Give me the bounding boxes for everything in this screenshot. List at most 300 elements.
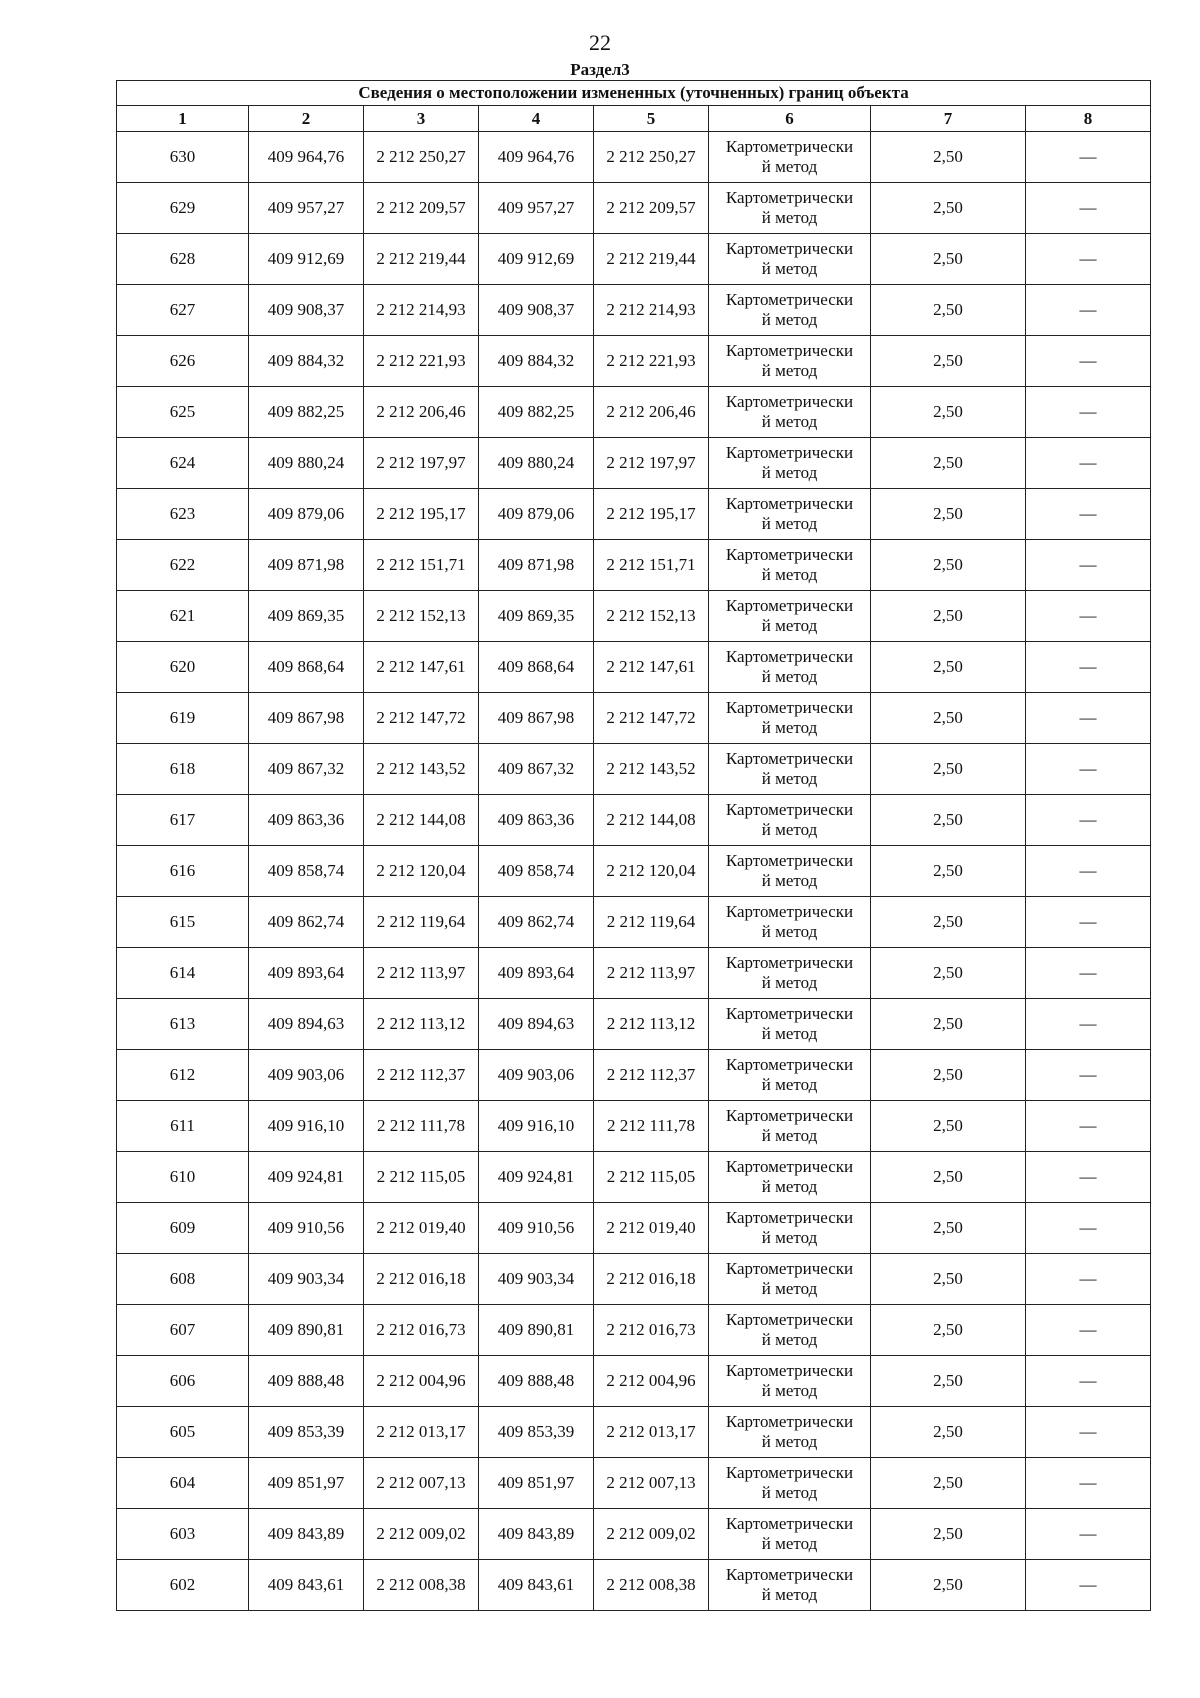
y-old-cell: 2 212 151,71 — [364, 540, 479, 591]
method-text-line1: Картометрически — [725, 1055, 854, 1074]
x-old-cell: 409 890,81 — [249, 1305, 364, 1356]
y-old-cell: 2 212 144,08 — [364, 795, 479, 846]
y-old-cell: 2 212 008,38 — [364, 1560, 479, 1611]
y-new-cell: 2 212 016,18 — [594, 1254, 709, 1305]
table-row — [117, 1254, 1151, 1305]
accuracy-cell: 2,50 — [871, 438, 1026, 489]
table-row — [117, 387, 1151, 438]
method-text-line1: Картометрически — [725, 953, 854, 972]
method-text-line2: й метод — [761, 1024, 818, 1043]
x-new-cell: 409 916,10 — [479, 1101, 594, 1152]
method-cell — [709, 1101, 871, 1152]
accuracy-cell: 2,50 — [871, 1458, 1026, 1509]
method-text-line2: й метод — [761, 616, 818, 635]
method-text-line2: й метод — [761, 1381, 818, 1400]
empty-mark-cell: — — [1026, 285, 1151, 336]
table-row — [117, 234, 1151, 285]
x-new-cell: 409 858,74 — [479, 846, 594, 897]
accuracy-cell: 2,50 — [871, 1203, 1026, 1254]
accuracy-cell: 2,50 — [871, 336, 1026, 387]
method-cell — [709, 1152, 871, 1203]
empty-mark-cell: — — [1026, 1101, 1151, 1152]
method-cell — [709, 1203, 871, 1254]
y-new-cell: 2 212 019,40 — [594, 1203, 709, 1254]
y-old-cell: 2 212 209,57 — [364, 183, 479, 234]
empty-mark-cell: — — [1026, 183, 1151, 234]
method-text-line1: Картометрически — [725, 137, 854, 156]
method-text-line2: й метод — [761, 1279, 818, 1298]
x-new-cell: 409 869,35 — [479, 591, 594, 642]
x-new-cell: 409 924,81 — [479, 1152, 594, 1203]
method-text-line1: Картометрически — [725, 749, 854, 768]
point-number-cell: 608 — [117, 1254, 249, 1305]
method-text-line1: Картометрически — [725, 545, 854, 564]
empty-mark-cell: — — [1026, 1356, 1151, 1407]
y-new-cell: 2 212 111,78 — [594, 1101, 709, 1152]
method-cell — [709, 897, 871, 948]
method-cell — [709, 1356, 871, 1407]
y-new-cell: 2 212 206,46 — [594, 387, 709, 438]
y-new-cell: 2 212 147,61 — [594, 642, 709, 693]
table-row — [117, 1305, 1151, 1356]
table-row — [117, 1509, 1151, 1560]
point-number-cell: 628 — [117, 234, 249, 285]
empty-mark-cell: — — [1026, 948, 1151, 999]
point-number-cell: 618 — [117, 744, 249, 795]
column-header: 7 — [871, 106, 1026, 132]
x-old-cell: 409 853,39 — [249, 1407, 364, 1458]
x-new-cell: 409 867,32 — [479, 744, 594, 795]
x-old-cell: 409 903,06 — [249, 1050, 364, 1101]
method-text-line2: й метод — [761, 1177, 818, 1196]
method-text-line2: й метод — [761, 1534, 818, 1553]
method-text-line2: й метод — [761, 1330, 818, 1349]
method-text-line2: й метод — [761, 973, 818, 992]
x-new-cell: 409 843,89 — [479, 1509, 594, 1560]
empty-mark-cell: — — [1026, 999, 1151, 1050]
method-cell — [709, 183, 871, 234]
method-text-line2: й метод — [761, 1432, 818, 1451]
empty-mark-cell: — — [1026, 1152, 1151, 1203]
method-cell — [709, 795, 871, 846]
point-number-cell: 621 — [117, 591, 249, 642]
method-text-line1: Картометрически — [725, 1106, 854, 1125]
x-old-cell: 409 843,89 — [249, 1509, 364, 1560]
method-text-line2: й метод — [761, 1126, 818, 1145]
method-cell — [709, 1407, 871, 1458]
y-old-cell: 2 212 197,97 — [364, 438, 479, 489]
point-number-cell: 611 — [117, 1101, 249, 1152]
point-number-cell: 623 — [117, 489, 249, 540]
method-text-line1: Картометрически — [725, 1259, 854, 1278]
empty-mark-cell: — — [1026, 1203, 1151, 1254]
accuracy-cell: 2,50 — [871, 999, 1026, 1050]
y-new-cell: 2 212 152,13 — [594, 591, 709, 642]
method-cell — [709, 1254, 871, 1305]
x-old-cell: 409 957,27 — [249, 183, 364, 234]
accuracy-cell: 2,50 — [871, 1407, 1026, 1458]
x-old-cell: 409 924,81 — [249, 1152, 364, 1203]
empty-mark-cell: — — [1026, 1050, 1151, 1101]
x-new-cell: 409 862,74 — [479, 897, 594, 948]
empty-mark-cell: — — [1026, 693, 1151, 744]
x-old-cell: 409 893,64 — [249, 948, 364, 999]
empty-mark-cell: — — [1026, 438, 1151, 489]
table-row — [117, 1203, 1151, 1254]
accuracy-cell: 2,50 — [871, 795, 1026, 846]
method-text-line1: Картометрически — [725, 596, 854, 615]
x-new-cell: 409 853,39 — [479, 1407, 594, 1458]
y-old-cell: 2 212 119,64 — [364, 897, 479, 948]
empty-mark-cell: — — [1026, 132, 1151, 183]
table-row — [117, 948, 1151, 999]
method-cell — [709, 387, 871, 438]
y-new-cell: 2 212 144,08 — [594, 795, 709, 846]
x-old-cell: 409 884,32 — [249, 336, 364, 387]
method-cell — [709, 336, 871, 387]
empty-mark-cell: — — [1026, 1254, 1151, 1305]
accuracy-cell: 2,50 — [871, 897, 1026, 948]
y-old-cell: 2 212 111,78 — [364, 1101, 479, 1152]
y-old-cell: 2 212 013,17 — [364, 1407, 479, 1458]
point-number-cell: 630 — [117, 132, 249, 183]
table-row — [117, 132, 1151, 183]
method-text-line2: й метод — [761, 1228, 818, 1247]
y-new-cell: 2 212 008,38 — [594, 1560, 709, 1611]
method-cell — [709, 693, 871, 744]
empty-mark-cell: — — [1026, 540, 1151, 591]
accuracy-cell: 2,50 — [871, 132, 1026, 183]
x-old-cell: 409 868,64 — [249, 642, 364, 693]
table-row — [117, 846, 1151, 897]
table-row — [117, 897, 1151, 948]
table-row — [117, 336, 1151, 387]
table-row — [117, 642, 1151, 693]
x-new-cell: 409 882,25 — [479, 387, 594, 438]
method-text-line1: Картометрически — [725, 341, 854, 360]
y-new-cell: 2 212 147,72 — [594, 693, 709, 744]
table-row — [117, 1050, 1151, 1101]
method-cell — [709, 642, 871, 693]
method-cell — [709, 285, 871, 336]
y-old-cell: 2 212 147,72 — [364, 693, 479, 744]
y-old-cell: 2 212 250,27 — [364, 132, 479, 183]
table-row — [117, 1356, 1151, 1407]
method-text-line1: Картометрически — [725, 290, 854, 309]
method-text-line2: й метод — [761, 208, 818, 227]
y-old-cell: 2 212 009,02 — [364, 1509, 479, 1560]
method-text-line2: й метод — [761, 514, 818, 533]
method-cell — [709, 591, 871, 642]
method-text-line2: й метод — [761, 259, 818, 278]
x-new-cell: 409 964,76 — [479, 132, 594, 183]
x-old-cell: 409 888,48 — [249, 1356, 364, 1407]
method-cell — [709, 999, 871, 1050]
x-old-cell: 409 867,98 — [249, 693, 364, 744]
y-old-cell: 2 212 115,05 — [364, 1152, 479, 1203]
point-number-cell: 614 — [117, 948, 249, 999]
y-new-cell: 2 212 214,93 — [594, 285, 709, 336]
y-old-cell: 2 212 206,46 — [364, 387, 479, 438]
method-text-line2: й метод — [761, 412, 818, 431]
x-old-cell: 409 964,76 — [249, 132, 364, 183]
table-row — [117, 999, 1151, 1050]
x-new-cell: 409 908,37 — [479, 285, 594, 336]
method-text-line1: Картометрически — [725, 1208, 854, 1227]
point-number-cell: 605 — [117, 1407, 249, 1458]
method-text-line2: й метод — [761, 1075, 818, 1094]
point-number-cell: 609 — [117, 1203, 249, 1254]
x-new-cell: 409 893,64 — [479, 948, 594, 999]
point-number-cell: 606 — [117, 1356, 249, 1407]
table-row — [117, 1407, 1151, 1458]
point-number-cell: 619 — [117, 693, 249, 744]
method-text-line1: Картометрически — [725, 443, 854, 462]
y-new-cell: 2 212 119,64 — [594, 897, 709, 948]
method-text-line2: й метод — [761, 922, 818, 941]
table-row — [117, 489, 1151, 540]
x-new-cell: 409 903,34 — [479, 1254, 594, 1305]
method-text-line1: Картометрически — [725, 188, 854, 207]
accuracy-cell: 2,50 — [871, 1050, 1026, 1101]
y-old-cell: 2 212 214,93 — [364, 285, 479, 336]
boundary-coordinates-table — [116, 80, 1151, 1611]
method-text-line2: й метод — [761, 1585, 818, 1604]
point-number-cell: 603 — [117, 1509, 249, 1560]
x-old-cell: 409 880,24 — [249, 438, 364, 489]
point-number-cell: 602 — [117, 1560, 249, 1611]
method-cell — [709, 540, 871, 591]
x-old-cell: 409 858,74 — [249, 846, 364, 897]
method-text-line1: Картометрически — [725, 851, 854, 870]
y-old-cell: 2 212 221,93 — [364, 336, 479, 387]
x-new-cell: 409 868,64 — [479, 642, 594, 693]
method-cell — [709, 744, 871, 795]
table-row — [117, 1458, 1151, 1509]
point-number-cell: 626 — [117, 336, 249, 387]
accuracy-cell: 2,50 — [871, 540, 1026, 591]
accuracy-cell: 2,50 — [871, 183, 1026, 234]
x-new-cell: 409 851,97 — [479, 1458, 594, 1509]
x-new-cell: 409 867,98 — [479, 693, 594, 744]
point-number-cell: 616 — [117, 846, 249, 897]
table-row — [117, 540, 1151, 591]
column-header: 4 — [479, 106, 594, 132]
method-cell — [709, 846, 871, 897]
method-text-line1: Картометрически — [725, 1412, 854, 1431]
method-text-line1: Картометрически — [725, 1004, 854, 1023]
y-old-cell: 2 212 147,61 — [364, 642, 479, 693]
column-header: 5 — [594, 106, 709, 132]
method-cell — [709, 132, 871, 183]
y-new-cell: 2 212 120,04 — [594, 846, 709, 897]
y-new-cell: 2 212 195,17 — [594, 489, 709, 540]
x-new-cell: 409 910,56 — [479, 1203, 594, 1254]
x-new-cell: 409 888,48 — [479, 1356, 594, 1407]
accuracy-cell: 2,50 — [871, 1101, 1026, 1152]
empty-mark-cell: — — [1026, 387, 1151, 438]
method-cell — [709, 1050, 871, 1101]
method-text-line2: й метод — [761, 463, 818, 482]
point-number-cell: 604 — [117, 1458, 249, 1509]
x-new-cell: 409 884,32 — [479, 336, 594, 387]
method-text-line1: Картометрически — [725, 494, 854, 513]
column-header: 8 — [1026, 106, 1151, 132]
method-text-line1: Картометрически — [725, 1157, 854, 1176]
empty-mark-cell: — — [1026, 1458, 1151, 1509]
y-old-cell: 2 212 004,96 — [364, 1356, 479, 1407]
y-old-cell: 2 212 113,12 — [364, 999, 479, 1050]
point-number-cell: 629 — [117, 183, 249, 234]
empty-mark-cell: — — [1026, 336, 1151, 387]
y-old-cell: 2 212 113,97 — [364, 948, 479, 999]
y-old-cell: 2 212 219,44 — [364, 234, 479, 285]
point-number-cell: 617 — [117, 795, 249, 846]
method-cell — [709, 234, 871, 285]
x-old-cell: 409 916,10 — [249, 1101, 364, 1152]
y-new-cell: 2 212 151,71 — [594, 540, 709, 591]
method-text-line2: й метод — [761, 667, 818, 686]
x-old-cell: 409 879,06 — [249, 489, 364, 540]
point-number-cell: 607 — [117, 1305, 249, 1356]
method-cell — [709, 1560, 871, 1611]
column-header: 6 — [709, 106, 871, 132]
y-new-cell: 2 212 115,05 — [594, 1152, 709, 1203]
method-text-line2: й метод — [761, 871, 818, 890]
accuracy-cell: 2,50 — [871, 234, 1026, 285]
method-text-line2: й метод — [761, 361, 818, 380]
method-text-line1: Картометрически — [725, 392, 854, 411]
x-old-cell: 409 894,63 — [249, 999, 364, 1050]
method-text-line2: й метод — [761, 1483, 818, 1502]
empty-mark-cell: — — [1026, 1305, 1151, 1356]
y-new-cell: 2 212 112,37 — [594, 1050, 709, 1101]
method-text-line2: й метод — [761, 157, 818, 176]
x-old-cell: 409 862,74 — [249, 897, 364, 948]
column-header-row — [117, 106, 1151, 132]
method-cell — [709, 1305, 871, 1356]
accuracy-cell: 2,50 — [871, 1152, 1026, 1203]
column-header: 3 — [364, 106, 479, 132]
table-row — [117, 693, 1151, 744]
accuracy-cell: 2,50 — [871, 642, 1026, 693]
y-new-cell: 2 212 113,97 — [594, 948, 709, 999]
accuracy-cell: 2,50 — [871, 744, 1026, 795]
x-old-cell: 409 871,98 — [249, 540, 364, 591]
y-old-cell: 2 212 120,04 — [364, 846, 479, 897]
method-text-line1: Картометрически — [725, 239, 854, 258]
accuracy-cell: 2,50 — [871, 489, 1026, 540]
method-text-line2: й метод — [761, 718, 818, 737]
x-old-cell: 409 910,56 — [249, 1203, 364, 1254]
y-new-cell: 2 212 197,97 — [594, 438, 709, 489]
point-number-cell: 625 — [117, 387, 249, 438]
method-text-line1: Картометрически — [725, 1463, 854, 1482]
method-text-line1: Картометрически — [725, 800, 854, 819]
x-new-cell: 409 890,81 — [479, 1305, 594, 1356]
accuracy-cell: 2,50 — [871, 1356, 1026, 1407]
method-text-line2: й метод — [761, 310, 818, 329]
method-text-line1: Картометрически — [725, 902, 854, 921]
point-number-cell: 615 — [117, 897, 249, 948]
y-new-cell: 2 212 250,27 — [594, 132, 709, 183]
x-new-cell: 409 903,06 — [479, 1050, 594, 1101]
y-old-cell: 2 212 016,18 — [364, 1254, 479, 1305]
x-old-cell: 409 908,37 — [249, 285, 364, 336]
y-new-cell: 2 212 004,96 — [594, 1356, 709, 1407]
empty-mark-cell: — — [1026, 591, 1151, 642]
method-text-line1: Картометрически — [725, 1310, 854, 1329]
accuracy-cell: 2,50 — [871, 948, 1026, 999]
y-old-cell: 2 212 112,37 — [364, 1050, 479, 1101]
column-header: 1 — [117, 106, 249, 132]
x-old-cell: 409 863,36 — [249, 795, 364, 846]
point-number-cell: 627 — [117, 285, 249, 336]
point-number-cell: 610 — [117, 1152, 249, 1203]
y-new-cell: 2 212 013,17 — [594, 1407, 709, 1458]
accuracy-cell: 2,50 — [871, 846, 1026, 897]
x-old-cell: 409 912,69 — [249, 234, 364, 285]
y-old-cell: 2 212 016,73 — [364, 1305, 479, 1356]
column-header: 2 — [249, 106, 364, 132]
y-new-cell: 2 212 007,13 — [594, 1458, 709, 1509]
y-old-cell: 2 212 019,40 — [364, 1203, 479, 1254]
method-cell — [709, 1509, 871, 1560]
accuracy-cell: 2,50 — [871, 285, 1026, 336]
y-old-cell: 2 212 152,13 — [364, 591, 479, 642]
empty-mark-cell: — — [1026, 642, 1151, 693]
table-row — [117, 591, 1151, 642]
method-text-line2: й метод — [761, 769, 818, 788]
empty-mark-cell: — — [1026, 846, 1151, 897]
empty-mark-cell: — — [1026, 897, 1151, 948]
x-new-cell: 409 880,24 — [479, 438, 594, 489]
accuracy-cell: 2,50 — [871, 1305, 1026, 1356]
accuracy-cell: 2,50 — [871, 1509, 1026, 1560]
method-text-line1: Картометрически — [725, 1514, 854, 1533]
table-row — [117, 183, 1151, 234]
y-new-cell: 2 212 113,12 — [594, 999, 709, 1050]
table-row — [117, 1152, 1151, 1203]
table-row — [117, 1101, 1151, 1152]
accuracy-cell: 2,50 — [871, 387, 1026, 438]
x-old-cell: 409 903,34 — [249, 1254, 364, 1305]
empty-mark-cell: — — [1026, 1560, 1151, 1611]
y-old-cell: 2 212 007,13 — [364, 1458, 479, 1509]
accuracy-cell: 2,50 — [871, 1560, 1026, 1611]
y-old-cell: 2 212 143,52 — [364, 744, 479, 795]
point-number-cell: 613 — [117, 999, 249, 1050]
x-new-cell: 409 894,63 — [479, 999, 594, 1050]
x-old-cell: 409 843,61 — [249, 1560, 364, 1611]
method-text-line1: Картометрически — [725, 647, 854, 666]
y-new-cell: 2 212 016,73 — [594, 1305, 709, 1356]
point-number-cell: 622 — [117, 540, 249, 591]
x-old-cell: 409 867,32 — [249, 744, 364, 795]
y-new-cell: 2 212 143,52 — [594, 744, 709, 795]
table-row — [117, 795, 1151, 846]
table-row — [117, 438, 1151, 489]
accuracy-cell: 2,50 — [871, 1254, 1026, 1305]
x-old-cell: 409 869,35 — [249, 591, 364, 642]
empty-mark-cell: — — [1026, 744, 1151, 795]
x-new-cell: 409 863,36 — [479, 795, 594, 846]
section-title: Раздел3 — [570, 60, 630, 79]
point-number-cell: 620 — [117, 642, 249, 693]
x-old-cell: 409 882,25 — [249, 387, 364, 438]
method-cell — [709, 438, 871, 489]
x-new-cell: 409 843,61 — [479, 1560, 594, 1611]
